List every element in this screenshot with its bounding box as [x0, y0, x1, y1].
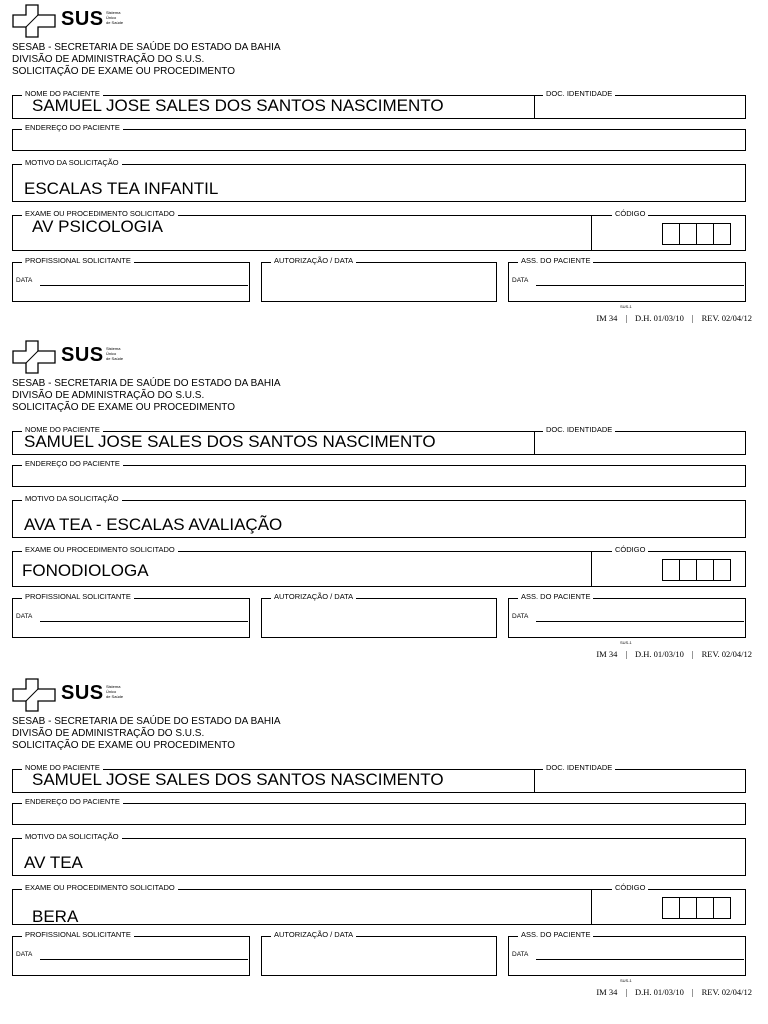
patient-signature-label: ASS. DO PACIENTE: [518, 592, 593, 601]
procedure-code-divider: [591, 215, 592, 251]
patient-signature-label: ASS. DO PACIENTE: [518, 930, 593, 939]
code-cell[interactable]: [679, 223, 697, 245]
code-cell[interactable]: [679, 559, 697, 581]
patient-signature-label: ASS. DO PACIENTE: [518, 256, 593, 265]
exam-request-form: [0, 0, 768, 330]
exam-request-form: [0, 674, 768, 1004]
form-footer: IM 34 | D.H. 01/03/10 | REV. 02/04/12: [0, 313, 768, 323]
signature-date-label: DATA: [512, 277, 529, 284]
name-doc-divider: [534, 95, 535, 119]
patient-name-field[interactable]: SAMUEL JOSE SALES DOS SANTOS NASCIMENTO: [24, 432, 436, 451]
authorization-box[interactable]: [261, 598, 497, 638]
form-id: IM 34: [596, 313, 618, 323]
signature-date-line[interactable]: [536, 285, 744, 286]
signature-date-label: DATA: [512, 951, 529, 958]
sus-brand-subtitle: Sistema Único de Saúde: [106, 346, 124, 361]
professional-date-line[interactable]: [40, 621, 248, 622]
signature-date-line[interactable]: [536, 959, 744, 960]
reason-label: MOTIVO DA SOLICITAÇÃO: [22, 158, 122, 167]
reason-field[interactable]: AVA TEA - ESCALAS AVALIAÇÃO: [24, 515, 283, 534]
name-doc-divider: [534, 769, 535, 793]
form-revision: REV. 02/04/12: [701, 313, 752, 323]
code-cell[interactable]: [713, 559, 731, 581]
form-dh: D.H. 01/03/10: [635, 987, 684, 997]
patient-name-label: NOME DO PACIENTE: [22, 763, 103, 772]
reason-box: [12, 838, 746, 876]
form-footer: IM 34 | D.H. 01/03/10 | REV. 02/04/12: [0, 649, 768, 659]
code-cell[interactable]: [713, 897, 731, 919]
code-cell[interactable]: [662, 559, 680, 581]
procedure-field[interactable]: AV PSICOLOGIA: [32, 217, 164, 236]
sus-cross-logo-icon: [12, 678, 56, 712]
form-id: IM 34: [596, 649, 618, 659]
sus-brand: SUS: [61, 682, 104, 704]
code-cell[interactable]: [679, 897, 697, 919]
reason-label: MOTIVO DA SOLICITAÇÃO: [22, 494, 122, 503]
professional-date-line[interactable]: [40, 959, 248, 960]
sus-sub-code: SUS-1: [620, 640, 632, 645]
form-id: IM 34: [596, 987, 618, 997]
address-box: [12, 803, 746, 825]
division-name: DIVISÃO DE ADMINISTRAÇÃO DO S.U.S.: [12, 54, 205, 65]
patient-name-label: NOME DO PACIENTE: [22, 425, 103, 434]
patient-signature-box: [508, 262, 746, 302]
code-cell[interactable]: [662, 223, 680, 245]
form-dh: D.H. 01/03/10: [635, 649, 684, 659]
address-label: ENDEREÇO DO PACIENTE: [22, 797, 123, 806]
org-name: SESAB - SECRETARIA DE SAÚDE DO ESTADO DA BAHIA: [12, 42, 281, 53]
form-title: SOLICITAÇÃO DE EXAME OU PROCEDIMENTO: [12, 66, 235, 77]
division-name: DIVISÃO DE ADMINISTRAÇÃO DO S.U.S.: [12, 728, 205, 739]
reason-label: MOTIVO DA SOLICITAÇÃO: [22, 832, 122, 841]
form-title: SOLICITAÇÃO DE EXAME OU PROCEDIMENTO: [12, 402, 235, 413]
patient-name-label: NOME DO PACIENTE: [22, 89, 103, 98]
procedure-code-divider: [591, 889, 592, 925]
code-label: CÓDIGO: [612, 545, 648, 554]
name-doc-divider: [534, 431, 535, 455]
sus-cross-logo-icon: [12, 4, 56, 38]
exam-request-form: [0, 336, 768, 666]
org-name: SESAB - SECRETARIA DE SAÚDE DO ESTADO DA BAHIA: [12, 716, 281, 727]
authorization-label: AUTORIZAÇÃO / DATA: [271, 256, 356, 265]
patient-signature-box: [508, 598, 746, 638]
sus-sub-code: SUS-1: [620, 304, 632, 309]
patient-signature-box: [508, 936, 746, 976]
address-box: [12, 129, 746, 151]
signature-date-label: DATA: [512, 613, 529, 620]
division-name: DIVISÃO DE ADMINISTRAÇÃO DO S.U.S.: [12, 390, 205, 401]
code-cells[interactable]: [663, 223, 731, 245]
code-cell[interactable]: [696, 897, 714, 919]
address-label: ENDEREÇO DO PACIENTE: [22, 459, 123, 468]
procedure-box: [12, 889, 746, 925]
sus-brand-subtitle: Sistema Único de Saúde: [106, 684, 124, 699]
code-cell[interactable]: [662, 897, 680, 919]
professional-date-line[interactable]: [40, 285, 248, 286]
requesting-professional-label: PROFISSIONAL SOLICITANTE: [22, 592, 134, 601]
document-id-label: DOC. IDENTIDADE: [543, 425, 615, 434]
code-label: CÓDIGO: [612, 883, 648, 892]
procedure-field[interactable]: FONODIOLOGA: [22, 561, 149, 580]
requesting-professional-box: [12, 598, 250, 638]
professional-date-label: DATA: [16, 951, 33, 958]
authorization-label: AUTORIZAÇÃO / DATA: [271, 592, 356, 601]
code-label: CÓDIGO: [612, 209, 648, 218]
procedure-label: EXAME OU PROCEDIMENTO SOLICITADO: [22, 545, 178, 554]
signature-date-line[interactable]: [536, 621, 744, 622]
authorization-box[interactable]: [261, 262, 497, 302]
code-cells[interactable]: [663, 897, 731, 919]
procedure-label: EXAME OU PROCEDIMENTO SOLICITADO: [22, 883, 178, 892]
requesting-professional-box: [12, 936, 250, 976]
patient-name-field[interactable]: SAMUEL JOSE SALES DOS SANTOS NASCIMENTO: [32, 96, 444, 115]
form-revision: REV. 02/04/12: [701, 987, 752, 997]
requesting-professional-label: PROFISSIONAL SOLICITANTE: [22, 256, 134, 265]
requesting-professional-box: [12, 262, 250, 302]
address-box: [12, 465, 746, 487]
sus-sub-code: SUS-1: [620, 978, 632, 983]
form-footer: IM 34 | D.H. 01/03/10 | REV. 02/04/12: [0, 987, 768, 997]
reason-field[interactable]: ESCALAS TEA INFANTIL: [24, 179, 219, 198]
patient-name-field[interactable]: SAMUEL JOSE SALES DOS SANTOS NASCIMENTO: [32, 770, 444, 789]
authorization-box[interactable]: [261, 936, 497, 976]
sus-brand: SUS: [61, 344, 104, 366]
authorization-label: AUTORIZAÇÃO / DATA: [271, 930, 356, 939]
professional-date-label: DATA: [16, 613, 33, 620]
code-cells[interactable]: [663, 559, 731, 581]
sus-brand-subtitle: Sistema Único de Saúde: [106, 10, 124, 25]
form-dh: D.H. 01/03/10: [635, 313, 684, 323]
sus-cross-logo-icon: [12, 340, 56, 374]
sus-brand: SUS: [61, 8, 104, 30]
requesting-professional-label: PROFISSIONAL SOLICITANTE: [22, 930, 134, 939]
form-title: SOLICITAÇÃO DE EXAME OU PROCEDIMENTO: [12, 740, 235, 751]
reason-field[interactable]: AV TEA: [24, 853, 83, 872]
procedure-field[interactable]: BERA: [32, 907, 79, 926]
procedure-code-divider: [591, 551, 592, 587]
document-id-label: DOC. IDENTIDADE: [543, 763, 615, 772]
procedure-label: EXAME OU PROCEDIMENTO SOLICITADO: [22, 209, 178, 218]
professional-date-label: DATA: [16, 277, 33, 284]
document-id-label: DOC. IDENTIDADE: [543, 89, 615, 98]
address-label: ENDEREÇO DO PACIENTE: [22, 123, 123, 132]
code-cell[interactable]: [696, 223, 714, 245]
code-cell[interactable]: [696, 559, 714, 581]
form-revision: REV. 02/04/12: [701, 649, 752, 659]
code-cell[interactable]: [713, 223, 731, 245]
org-name: SESAB - SECRETARIA DE SAÚDE DO ESTADO DA BAHIA: [12, 378, 281, 389]
